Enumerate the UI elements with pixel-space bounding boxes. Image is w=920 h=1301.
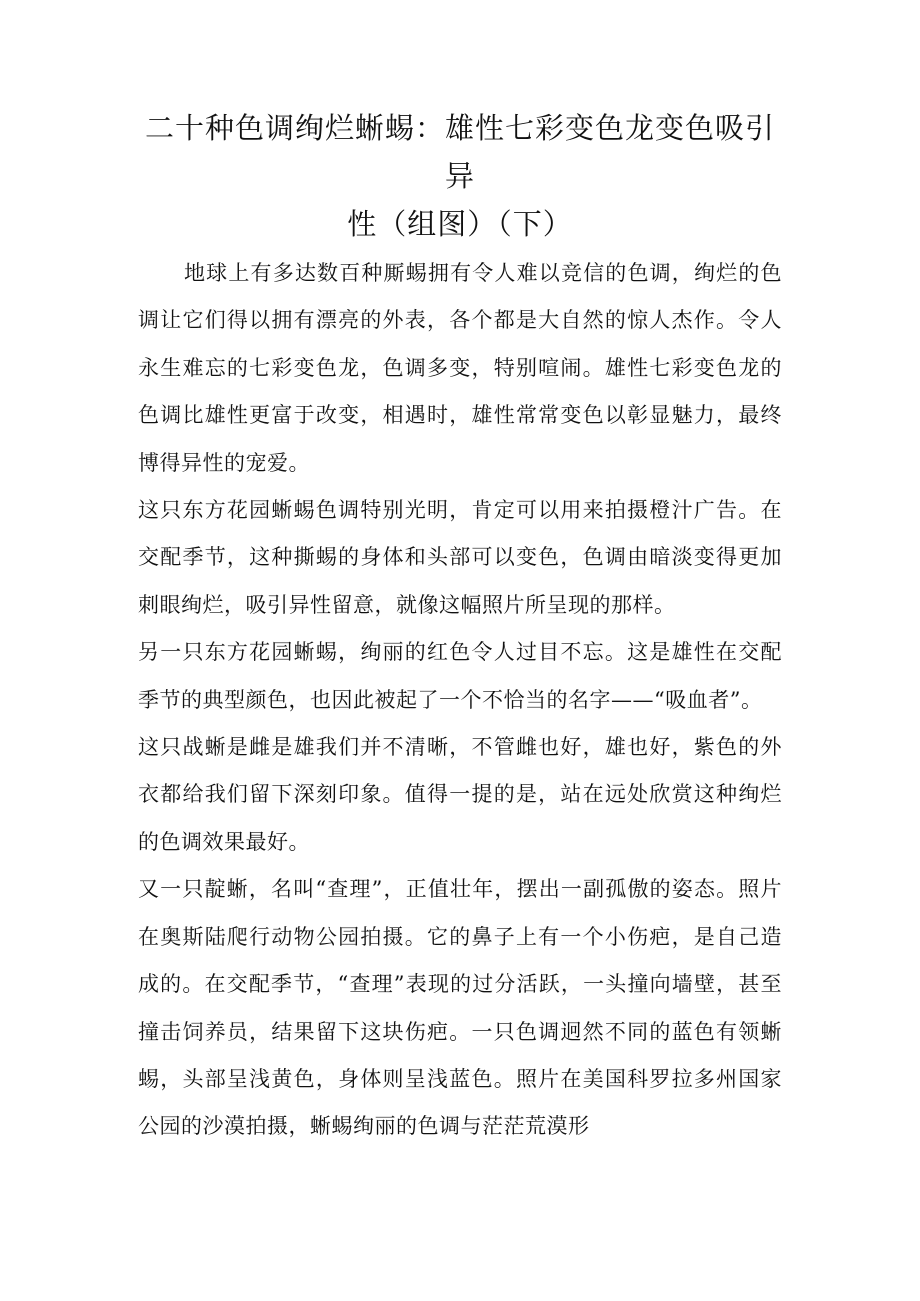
title-line-1: 二十种色调绚烂蜥蜴：雄性七彩变色龙变色吸引异: [144, 111, 775, 193]
paragraph-intro: 地球上有多达数百种厮蜴拥有令人难以竞信的色调，绚烂的色调让它们得以拥有漂亮的外表，各个都是大自然的惊人杰作。令人永生难忘的七彩变色龙，色调多变，特别喧闹。雄性七彩变色龙的色调比雄性更富于改变，相遇时，雄性常常变色以彰显魅力，最终博得异性的宠爱。: [138, 261, 782, 475]
document-body: [138, 250, 782, 1151]
paragraph-purple-lizard: 这只战蜥是雌是雄我们并不清晰，不管雌也好，雄也好，紫色的外衣都给我们留下深刻印象。值得一提的是，站在远处欣赏这种绚烂的色调效果最好。: [138, 735, 782, 854]
document-title: [138, 104, 782, 248]
title-line-2: 性（组图）（下）: [347, 207, 573, 241]
paragraph-red-lizard: 另一只东方花园蜥蜴，绚丽的红色令人过目不忘。这是雄性在交配季节的典型颜色，也因此被起了一个不恰当的名字——“吸血者”。: [138, 640, 782, 712]
paragraph-orange-lizard: 这只东方花园蜥蜴色调特别光明，肯定可以用来拍摄橙汁广告。在交配季节，这种撕蜴的身体和头部可以变色，色调由暗淡变得更加刺眼绚烂，吸引异性留意，就像这幅照片所呈现的那样。: [138, 498, 782, 617]
paragraph-charlie-lizard: 又一只靛蜥，名叫“查理”，正值壮年，摆出一副孤傲的姿态。照片在奥斯陆爬行动物公园拍摄。它的鼻子上有一个小伤疤，是自己造成的。在交配季节，“查理”表现的过分活跃，一头撞向墙壁，甚至撞击饲养员，结果留下这块伤疤。一只色调迥然不同的蓝色有领蜥蜴，头部呈浅黄色，身体则呈浅蓝色。照片在美国科罗拉多州国家公园的沙漠拍摄，蜥蜴绚丽的色调与茫茫荒漠形: [138, 877, 782, 1139]
